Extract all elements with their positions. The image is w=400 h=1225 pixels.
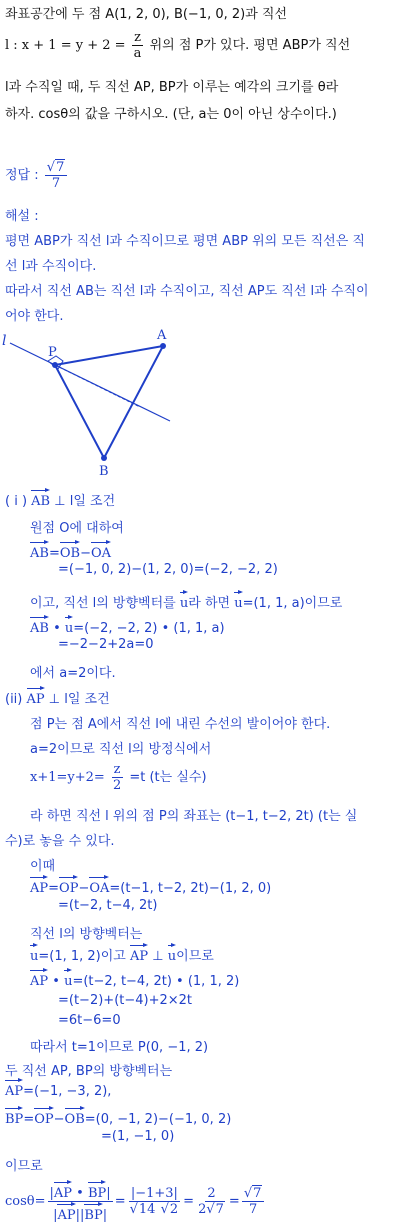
cos-equation: cosθ= $\frac{|AP • BP|}{|AP||BP|}$ = $\frac{|-1+3|}{√14 √2}$ = $\frac{2}{2√7}$ = $\frac{√7}{7}$ xyxy=(5,1180,266,1223)
part2-line-11: AP • u=(t−2, t−4, 2t) • (1, 1, 2) xyxy=(30,968,239,989)
label-a: A xyxy=(157,328,167,343)
final-line-3: BP=OP−OB=(0, −1, 2)−(−1, 0, 2) xyxy=(5,1106,231,1127)
part1-line-4: 이고, 직선 l의 방향벡터를 u라 하면 u=(1, 1, a)이므로 xyxy=(30,590,342,611)
part2-line-3: x+1=y+2= $\frac{z}{2}$ =t (t는 실수) xyxy=(30,762,207,793)
solution-line-4: 어야 한다. xyxy=(5,309,64,324)
answer xyxy=(5,160,69,191)
line-l xyxy=(10,343,170,421)
final-line-4: =(1, −1, 0) xyxy=(101,1129,175,1144)
part1-line-6: =−2−2+2a=0 xyxy=(58,637,154,652)
vector-ab: AB xyxy=(31,488,50,509)
answer-fraction: $\frac{√7}{7}$ xyxy=(45,160,68,191)
label-p: P xyxy=(48,345,57,360)
part1-title: ( i ) AB ⊥ l일 조건 xyxy=(5,488,115,509)
part2-line-10: u=(1, 1, 2)이고 AP ⊥ u이므로 xyxy=(30,943,214,964)
part2-title: (ii) AP ⊥ l일 조건 xyxy=(5,686,110,707)
final-line-5: 이므로 xyxy=(5,1159,43,1174)
segment-pb xyxy=(55,365,104,458)
part2-line-6: 이때 xyxy=(30,859,56,874)
cos-fraction-1: $\frac{|AP • BP|}{|AP||BP|}$ xyxy=(48,1180,113,1223)
part2-line-8: =(t−2, t−4, 2t) xyxy=(58,898,158,913)
label-l: l xyxy=(2,333,7,349)
part1-line-5: AB • u=(−2, −2, 2) • (1, 1, a) xyxy=(30,615,225,636)
final-line-1: 두 직선 AP, BP의 방향벡터는 xyxy=(5,1064,173,1079)
part2-line-1: 점 P는 점 A에서 직선 l에 내린 수선의 발이어야 한다. xyxy=(30,717,331,732)
answer-label: 정답 : xyxy=(5,168,39,183)
part2-line-5: 수)로 놓을 수 있다. xyxy=(5,834,115,849)
problem-line-2: l : x + 1 = y + 2 = $\frac{z}{a}$ 위의 점 P가 있다. 평면 ABP가 직선 xyxy=(5,30,351,61)
point-a xyxy=(160,343,166,349)
segment-pa xyxy=(55,346,163,365)
part1-line-2: AB=OB−OA xyxy=(30,540,111,561)
part1-line-7: 에서 a=2이다. xyxy=(30,666,116,681)
vector-ap: AP xyxy=(27,686,45,707)
solution-line-2: 선 l과 수직이다. xyxy=(5,259,97,274)
label-b: B xyxy=(99,464,109,479)
cos-fraction-2: $\frac{|-1+3|}{√14 √2}$ xyxy=(129,1186,179,1217)
cos-fraction-3: $\frac{2}{2√7}$ xyxy=(198,1186,224,1217)
part2-line-9: 직선 l의 방향벡터는 xyxy=(30,927,143,942)
point-b xyxy=(101,455,107,461)
part2-line-4: 라 하면 직선 l 위의 점 P의 좌표는 (t−1, t−2, 2t) (t는 실 xyxy=(30,809,358,824)
part1-line-3: =(−1, 0, 2)−(1, 2, 0)=(−2, −2, 2) xyxy=(58,562,278,577)
part2-line-12: =(t−2)+(t−4)+2×2t xyxy=(58,993,193,1008)
part2-line-13: =6t−6=0 xyxy=(58,1013,121,1028)
part2-line-7: AP=OP−OA=(t−1, t−2, 2t)−(1, 2, 0) xyxy=(30,875,271,896)
geometry-diagram xyxy=(0,325,200,480)
final-line-2: AP=(−1, −3, 2), xyxy=(5,1078,111,1099)
problem-line-1: 좌표공간에 두 점 A(1, 2, 0), B(−1, 0, 2)과 직선 xyxy=(5,7,288,22)
part1-line-1: 원점 O에 대하여 xyxy=(30,521,124,536)
fraction-z-over-a: $\frac{z}{a}$ xyxy=(133,30,142,61)
problem-line-3: l과 수직일 때, 두 직선 AP, BP가 이루는 예각의 크기를 θ라 xyxy=(5,80,339,95)
point-p xyxy=(52,362,58,368)
cos-fraction-4: $\frac{√7}{7}$ xyxy=(242,1186,265,1217)
problem-line-4: 하자. cosθ의 값을 구하시오. (단, a는 0이 아닌 상수이다.) xyxy=(5,107,337,122)
solution-line-1: 평면 ABP가 직선 l과 수직이므로 평면 ABP 위의 모든 직선은 직 xyxy=(5,234,365,249)
solution-line-3: 따라서 직선 AB는 직선 l과 수직이고, 직선 AP도 직선 l과 수직이 xyxy=(5,284,369,299)
solution-label: 해설 : xyxy=(5,209,39,224)
part2-line-2: a=2이므로 직선 l의 방정식에서 xyxy=(30,742,212,757)
part2-line-14: 따라서 t=1이므로 P(0, −1, 2) xyxy=(30,1040,209,1055)
segment-ab xyxy=(104,346,163,458)
